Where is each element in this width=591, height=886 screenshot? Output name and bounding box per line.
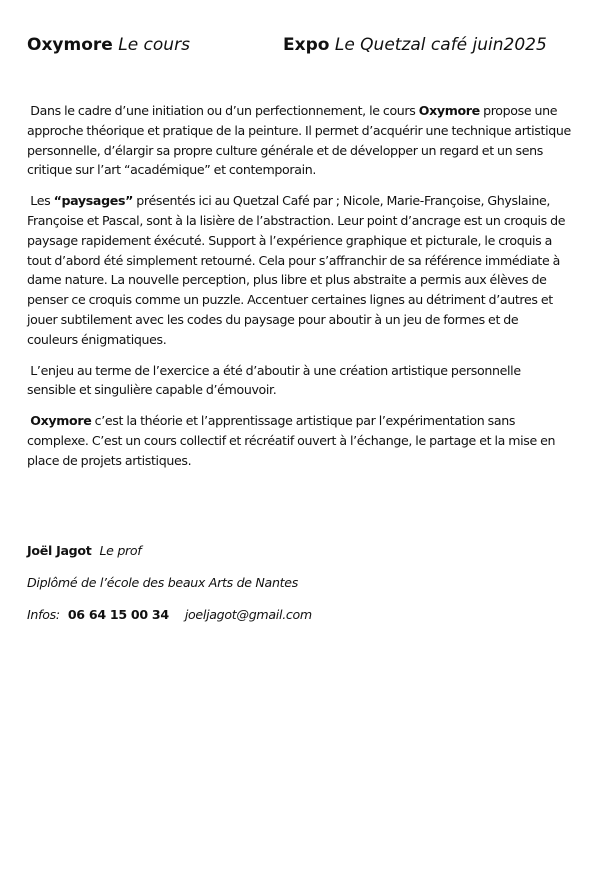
- paragraph-paysages-text-before: Les: [30, 193, 54, 209]
- paragraph-oxymore: [27, 411, 572, 470]
- signature-contact-line: [27, 606, 572, 624]
- paragraph-intro-text-before: Dans le cadre d’une initiation ou d’un perfectionnement, le cours: [30, 103, 419, 118]
- paragraph-oxymore-text-after: c’est la théorie et l’apprentissage artistique par l’expérimentation sans complexe. C’est un cours collectif et récréatif ouvert à l’échange, le partage et la mise en place de projets artistiques.: [27, 413, 556, 468]
- course-label: Le cours: [118, 35, 190, 55]
- expo-venue: Le Quetzal café: [334, 35, 468, 55]
- paragraph-paysages-bold: “paysages”: [53, 193, 134, 209]
- paragraph-paysages: [27, 191, 572, 349]
- expo-title: [283, 35, 547, 55]
- paragraph-enjeu: [27, 361, 572, 401]
- paragraph-intro-bold: Oxymore: [418, 103, 480, 118]
- expo-date: juin2025: [472, 35, 547, 55]
- paragraph-paysages-text-after: présentés ici au Quetzal Café par ; Nicole, Marie-Françoise, Ghyslaine, Françoise et Pascal, sont à la lisière de l’abstraction. Leur point d’ancrage est un croquis de paysage rapidement éxécuté. Support à l’expérience graphique et picturale, le croquis a tout d’abord été simplement retourné. Cela pour s’affranchir de sa référence immédiate à dame nature. La nouvelle perception, plus libre et plus abstraite a permis aux élèves de penser ce croquis comme un puzzle. Accentuer certaines lignes au détriment d’autres et jouer subtilement avec les codes du paysage pour aboutir à un jeu de formes et de couleurs énigmatiques.: [27, 193, 566, 347]
- expo-label: Expo: [283, 35, 330, 55]
- signature-role: Le prof: [99, 543, 142, 558]
- infos-label: Infos:: [27, 607, 60, 622]
- page-header: [27, 35, 571, 59]
- phone-number: 06 64 15 00 34: [67, 607, 169, 622]
- email-address: joeljagot@gmail.com: [184, 607, 312, 622]
- paragraph-intro: [27, 101, 572, 180]
- paragraph-intro-text-after: propose une approche théorique et pratique de la peinture. Il permet d’acquérir une technique artistique personnelle, d’élargir sa propre culture générale et de développer un regard et un sens critique sur l’art “académique” et contemporain.: [27, 103, 571, 178]
- paragraph-enjeu-text: L’enjeu au terme de l’exercice a été d’aboutir à une création artistique personnelle sensible et singulière capable d’émouvoir.: [27, 362, 521, 398]
- course-name: Oxymore: [27, 35, 113, 55]
- signature-name: Joël Jagot: [27, 543, 92, 558]
- signature-diploma: Diplômé de l’école des beaux Arts de Nantes: [27, 575, 299, 590]
- body-text: [27, 101, 572, 482]
- paragraph-oxymore-bold: Oxymore: [30, 413, 92, 429]
- signature-name-line: [27, 542, 572, 560]
- course-title: [27, 35, 190, 55]
